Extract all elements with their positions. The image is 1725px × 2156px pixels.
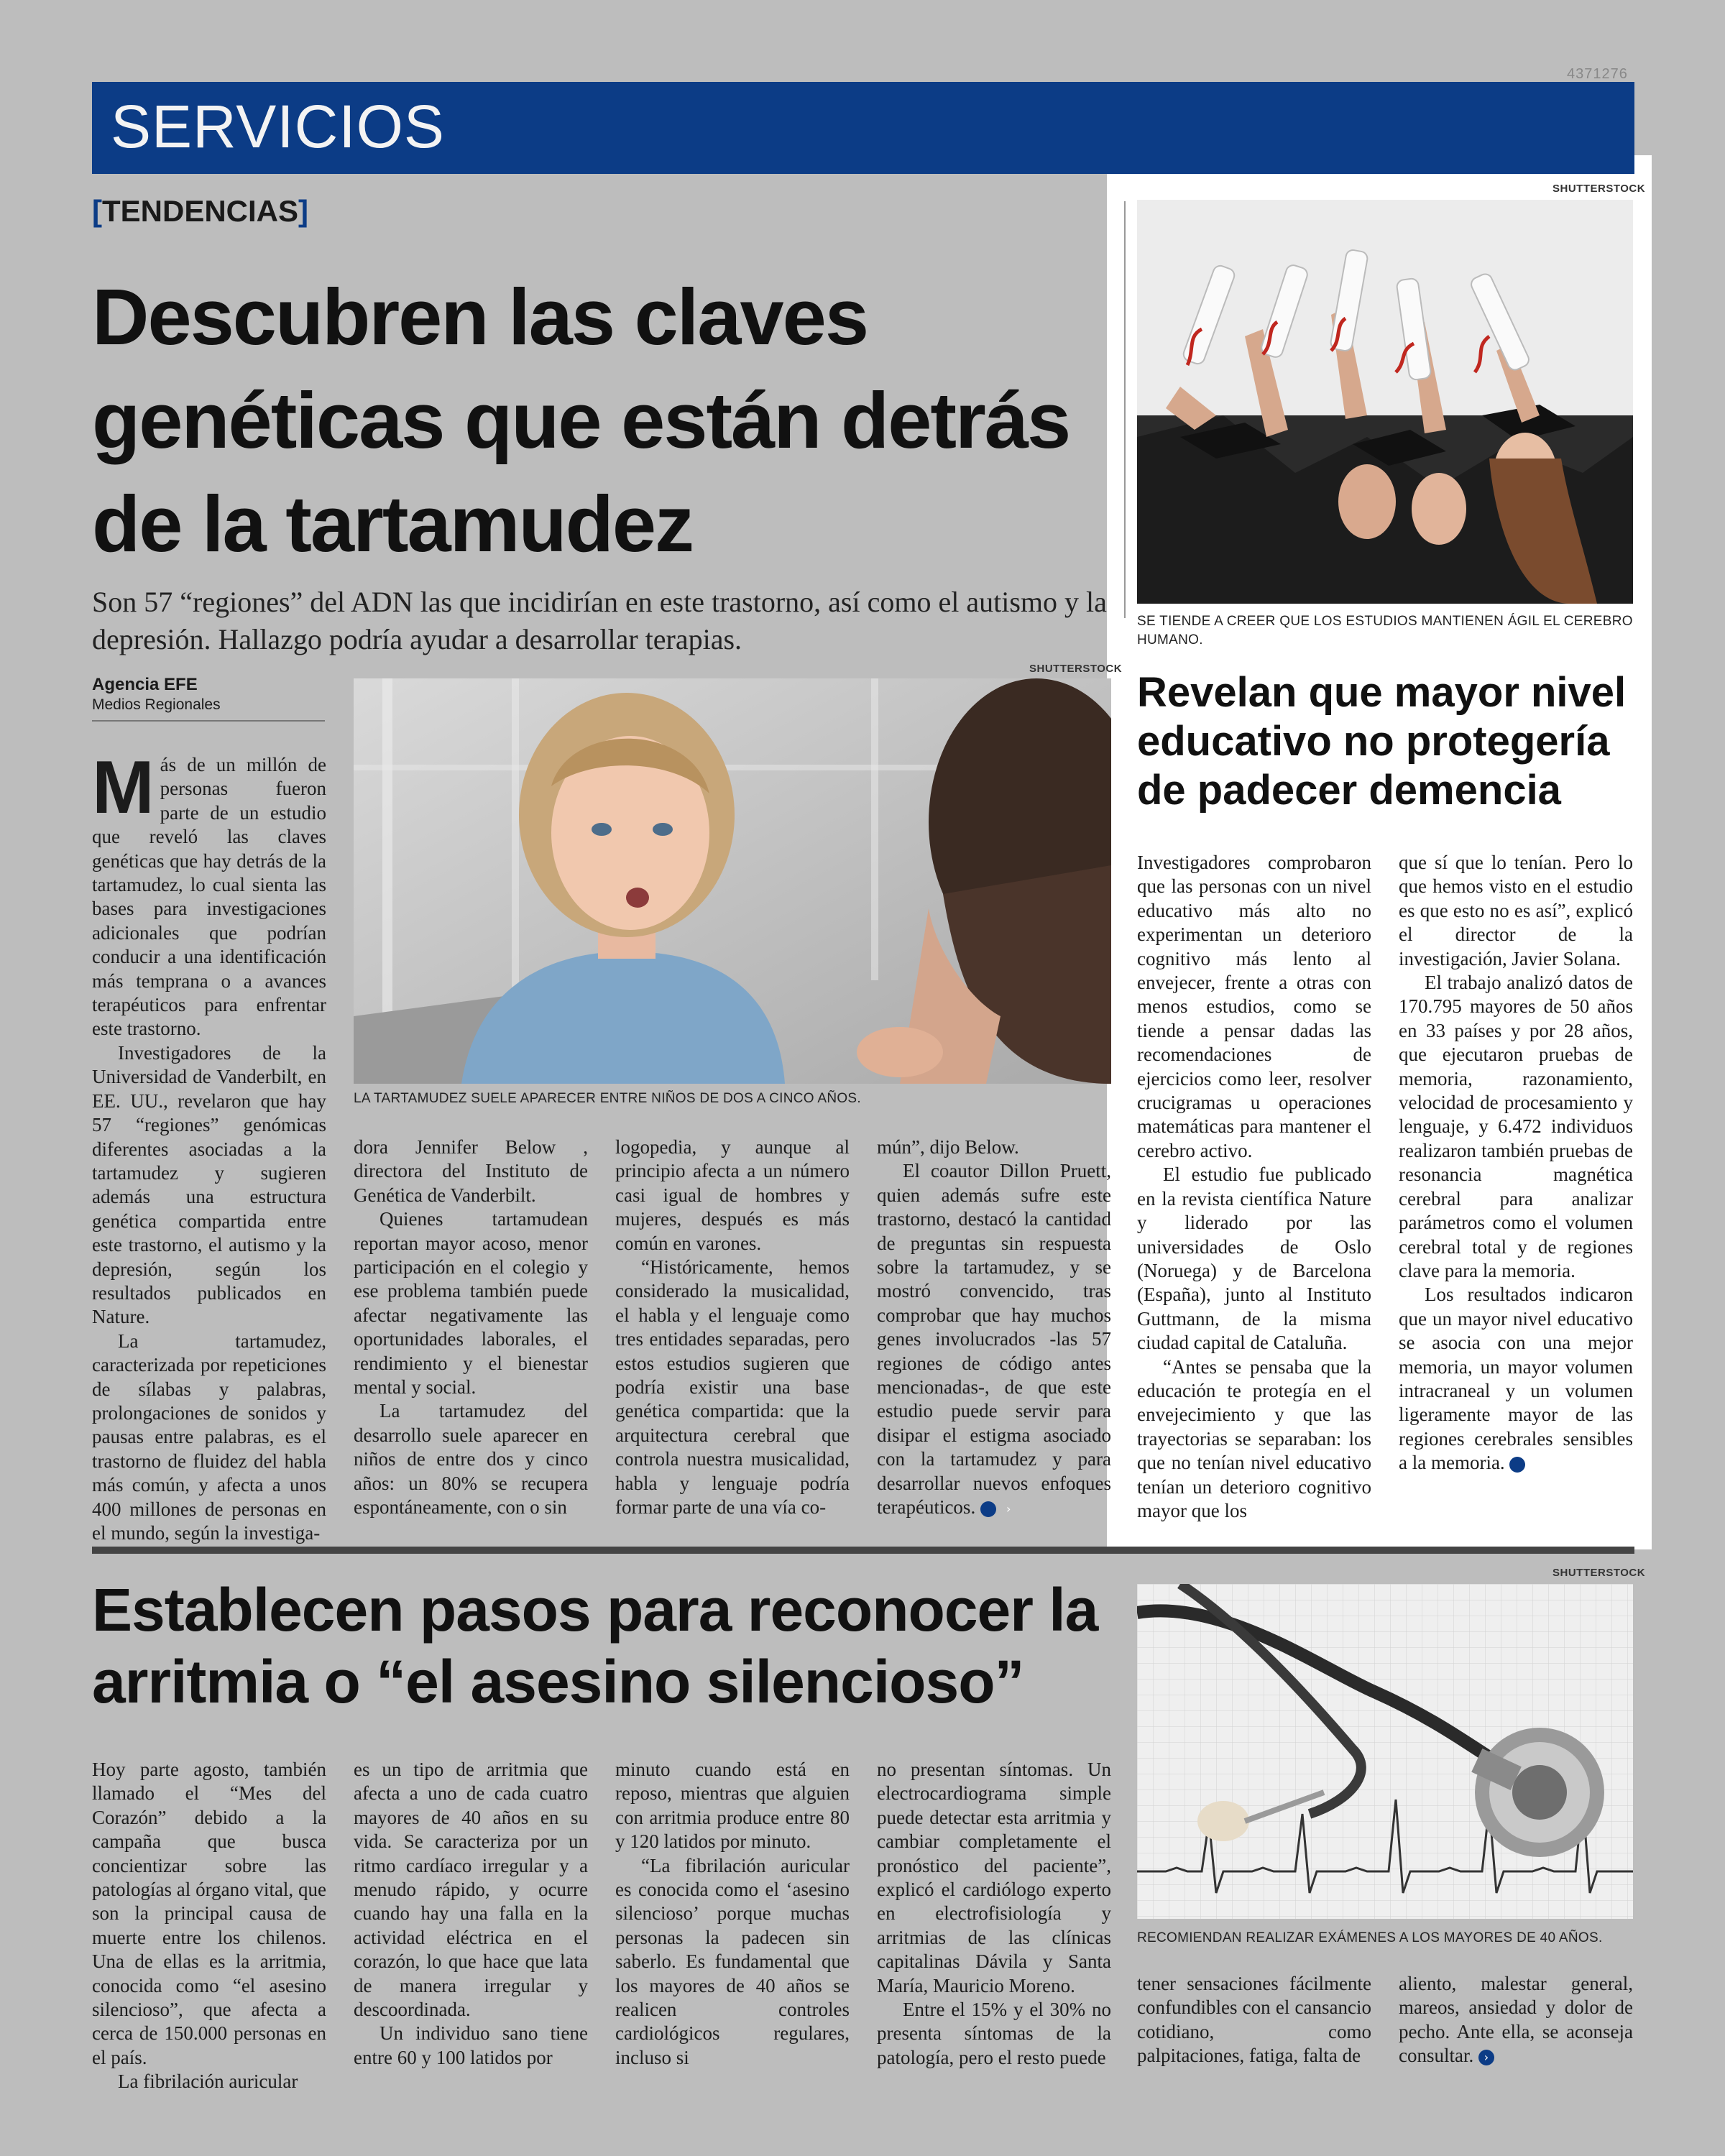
byline-outlet: Medios Regionales xyxy=(92,696,221,713)
side-col2-para3: Los resultados indicaron que un mayor nivel educativo se asocia con una mejor memoria, un mayor volumen intracraneal y un volumen ligeramente mayor de las regiones cerebrales sensibles a la memoria. xyxy=(1399,1284,1633,1474)
bottom-col3-para2: “La fibrilación auricular es conocida como el ‘asesino silencioso’ porque muchas personas la padecen sin saberlo. Es fundamental que los mayores de 40 años se realicen controles cardiológicos regulares, incluso si xyxy=(615,1854,850,2068)
side-col1-para3: “Antes se pensaba que la educación te protegía en el envejecimiento y que las trayectorias se separaban: los que no tenían nivel educativo tenían un deterioro cognitivo mayor que los xyxy=(1137,1355,1371,1521)
main-col1-para1: ás de un millón de personas fueron parte de un estudio que reveló las claves genéticas que hay detrás de la tartamudez, lo cual sienta las bases para investigaciones adicionales que podrían conducir a una identificación más temprana o a avances terapéuticos para enfrentar este trastorno. xyxy=(92,754,326,1040)
graduates-photo xyxy=(1137,200,1633,604)
byline xyxy=(92,674,325,722)
bottom-col2-para1: es un tipo de arritmia que afecta a uno de cada cuatro mayores de 40 años en su vida. Se caracteriza por un ritmo cardíaco irregular y a menudo rápido, y ocurre cuando hay una falla en la actividad eléctrica en el corazón, lo que hace que lata de manera irregular y descoordinada. xyxy=(354,1759,588,2021)
main-photo-credit: SHUTTERSTOCK xyxy=(1029,663,1123,675)
side-col1-para2: El estudio fue publicado en la revista científica Nature y liderado por las universidades de Oslo (Noruega) y de Barcelona (España), junto al Instituto Guttmann, de la misma ciudad capital de Cataluña. xyxy=(1137,1164,1371,1354)
main-col2-para1: dora Jennifer Below , directora del Instituto de Genética de Vanderbilt. xyxy=(354,1136,588,1206)
main-col1-para3: La tartamudez, caracterizada por repeticiones de sílabas y palabras, prolongaciones de sonidos y pausas entre palabras, es el trastorno de fluidez del habla más común, y afecta a unos 400 millones de personas en el mundo, según la investiga- xyxy=(92,1330,326,1544)
main-deck: Son 57 “regiones” del ADN las que incidirían en este trastorno, así como el autismo y la depresión. Hallazgo podría ayudar a desarrollar terapias. xyxy=(92,586,1107,655)
main-col2-para2: Quienes tartamudean reportan mayor acoso, menor participación en el colegio y ese problema también puede afectar negativamente las oportunidades laborales, el rendimiento y el bienestar mental y social. xyxy=(354,1208,588,1399)
side-col2-para2: El trabajo analizó datos de 170.795 mayores de 50 años en 33 países y por 28 años, que ejecutaron pruebas de memoria, razonamiento, velocidad de procesamiento y lenguaje, y 6.472 individuos realizaron también pruebas de resonancia magnética cerebral para analizar parámetros como el volumen cerebral total y de regiones clave para la memoria. xyxy=(1399,972,1633,1281)
main-col4-para1: mún”, dijo Below. xyxy=(877,1136,1019,1158)
side-photo-credit: SHUTTERSTOCK xyxy=(1552,183,1646,195)
main-column-3 xyxy=(615,1135,850,1520)
main-photo-caption: LA TARTAMUDEZ SUELE APARECER ENTRE NIÑOS DE DOS A CINCO AÑOS. xyxy=(354,1091,861,1106)
side-col2-para1: que sí que lo tenían. Pero lo que hemos visto en el estudio es que esto no es así”, explicó el director de la investigación, Javier Solana. xyxy=(1399,852,1633,969)
end-of-article-icon: › xyxy=(980,1501,996,1517)
bottom-col2-para2: Un individuo sano tiene entre 60 y 100 latidos por xyxy=(354,2022,588,2068)
main-col3-para1: logopedia, y aunque al principio afecta a un número casi igual de hombres y mujeres, después es más común en varones. xyxy=(615,1136,850,1254)
bottom-col1-para1: Hoy parte agosto, también llamado el “Mes del Corazón” debido a la campaña que busca concientizar sobre las patologías al órgano vital, que son la principal causa de muerte entre los chilenos. Una de ellas es la arritmia, conocida como “el asesino silencioso”, que afecta a cerca de 150.000 personas en el país. xyxy=(92,1759,326,2068)
bottom-col6-para1: aliento, malestar general, mareos, ansiedad y dolor de pecho. Ante ella, se aconseja consultar. xyxy=(1399,1973,1633,2067)
main-col3-para2: “Históricamente, hemos considerado la musicalidad, el habla y el lenguaje como tres entidades separadas, pero estos estudios sugieren que podría existir una base genética compartida: que la arquitectura cerebral que controla nuestra musicalidad, habla y lenguaje podría formar parte de una vía co- xyxy=(615,1256,850,1519)
main-headline: Descubren las claves genéticas que están detrás de la tartamudez xyxy=(92,273,1070,568)
side-col1-para1: Investigadores comprobaron que las personas con un nivel educativo más alto no experimentan un deterioro cognitivo más lento al envejecer, frente a otras con menos estudios, como se tiende a pensar dadas las recomendaciones de ejercicios como leer, resolver crucigramas u operaciones matemáticas para mantener el cerebro activo. xyxy=(1137,852,1371,1161)
side-column-2 xyxy=(1399,851,1633,1475)
bottom-col1-para2: La fibrilación auricular xyxy=(118,2070,298,2093)
bottom-photo-caption: RECOMIENDAN REALIZAR EXÁMENES A LOS MAYORES DE 40 AÑOS. xyxy=(1137,1930,1603,1945)
byline-agency: Agencia EFE xyxy=(92,675,198,694)
bottom-col3-para1: minuto cuando está en reposo, mientras que alguien con arritmia produce entre 80 y 120 latidos por minuto. xyxy=(615,1759,850,1853)
main-col1-para2: Investigadores de la Universidad de Vanderbilt, en EE. UU., revelaron que hay 57 “regiones” genómicas diferentes asociadas a la tartamudez y sugieren además una estructura genética compartida entre este trastorno, el autismo y la depresión, según los resultados publicados en Nature. xyxy=(92,1041,326,1328)
main-column-4 xyxy=(877,1135,1111,1520)
bottom-photo xyxy=(1137,1584,1633,1919)
main-column-2 xyxy=(354,1135,588,1520)
main-column-1 xyxy=(92,746,326,1545)
section-title: SERVICIOS xyxy=(111,93,445,160)
article-tag: [TENDENCIAS] xyxy=(92,194,309,228)
main-photo xyxy=(354,678,1111,1084)
bottom-column-6 xyxy=(1399,1972,1633,2068)
section-header xyxy=(92,82,1634,174)
bottom-photo-credit: SHUTTERSTOCK xyxy=(1552,1567,1646,1579)
drop-cap: M xyxy=(92,746,155,829)
bottom-col4-para2: Entre el 15% y el 30% no presenta síntomas de la patología, pero el resto puede xyxy=(877,1999,1111,2068)
side-divider xyxy=(1124,201,1126,618)
tag-label: TENDENCIAS xyxy=(102,194,299,228)
girl-talking-photo xyxy=(354,678,1111,1084)
bottom-column-3 xyxy=(615,1758,850,2070)
main-col4-para2: El coautor Dillon Pruett, quien además sufre este trastorno, destacó la cantidad de preguntas sin respuesta sobre la tartamudez, y se mostró convencido, tras comprobar que hay muchos genes involucrados -las 57 regiones de código antes mencionadas-, de que este estudio puede servir para disipar el estigma asociado con la tartamudez y para desarrollar nuevos enfoques terapéuticos. xyxy=(877,1160,1111,1519)
side-headline: Revelan que mayor nivel educativo no protegería de padecer demencia xyxy=(1137,669,1627,814)
bottom-col4-para1: no presentan síntomas. Un electrocardiograma simple puede detectar esta arritmia y cambiar completamente el pronóstico del paciente”, explicó el cardiólogo experto en electrofisiología y arritmias de las clínicas capitalinas Dávila y Santa María, Mauricio Moreno. xyxy=(877,1759,1111,1996)
side-photo-caption: SE TIENDE A CREER QUE LOS ESTUDIOS MANTIENEN ÁGIL EL CEREBRO HUMANO. xyxy=(1137,614,1633,648)
page-id: 4371276 xyxy=(1567,66,1628,82)
side-column-1 xyxy=(1137,851,1371,1523)
bottom-column-5 xyxy=(1137,1972,1371,2068)
end-of-article-icon: › xyxy=(1509,1457,1525,1473)
bottom-col5-para1: tener sensaciones fácilmente confundibles con el cansancio cotidiano, como palpitaciones, fatiga, falta de xyxy=(1137,1973,1371,2067)
bottom-column-2 xyxy=(354,1758,588,2070)
bottom-column-1 xyxy=(92,1758,326,2094)
section-rule xyxy=(92,1547,1634,1554)
bottom-headline: Establecen pasos para reconocer la arritmia o “el asesino silencioso” xyxy=(92,1576,1098,1715)
side-photo xyxy=(1137,200,1633,604)
end-of-article-icon: › xyxy=(1478,2050,1494,2065)
bottom-column-4 xyxy=(877,1758,1111,2070)
stethoscope-ecg-photo xyxy=(1137,1584,1633,1919)
main-col2-para3: La tartamudez del desarrollo suele aparecer en niños de entre dos y cinco años: un 80% se recupera espontáneamente, con o sin xyxy=(354,1400,588,1519)
